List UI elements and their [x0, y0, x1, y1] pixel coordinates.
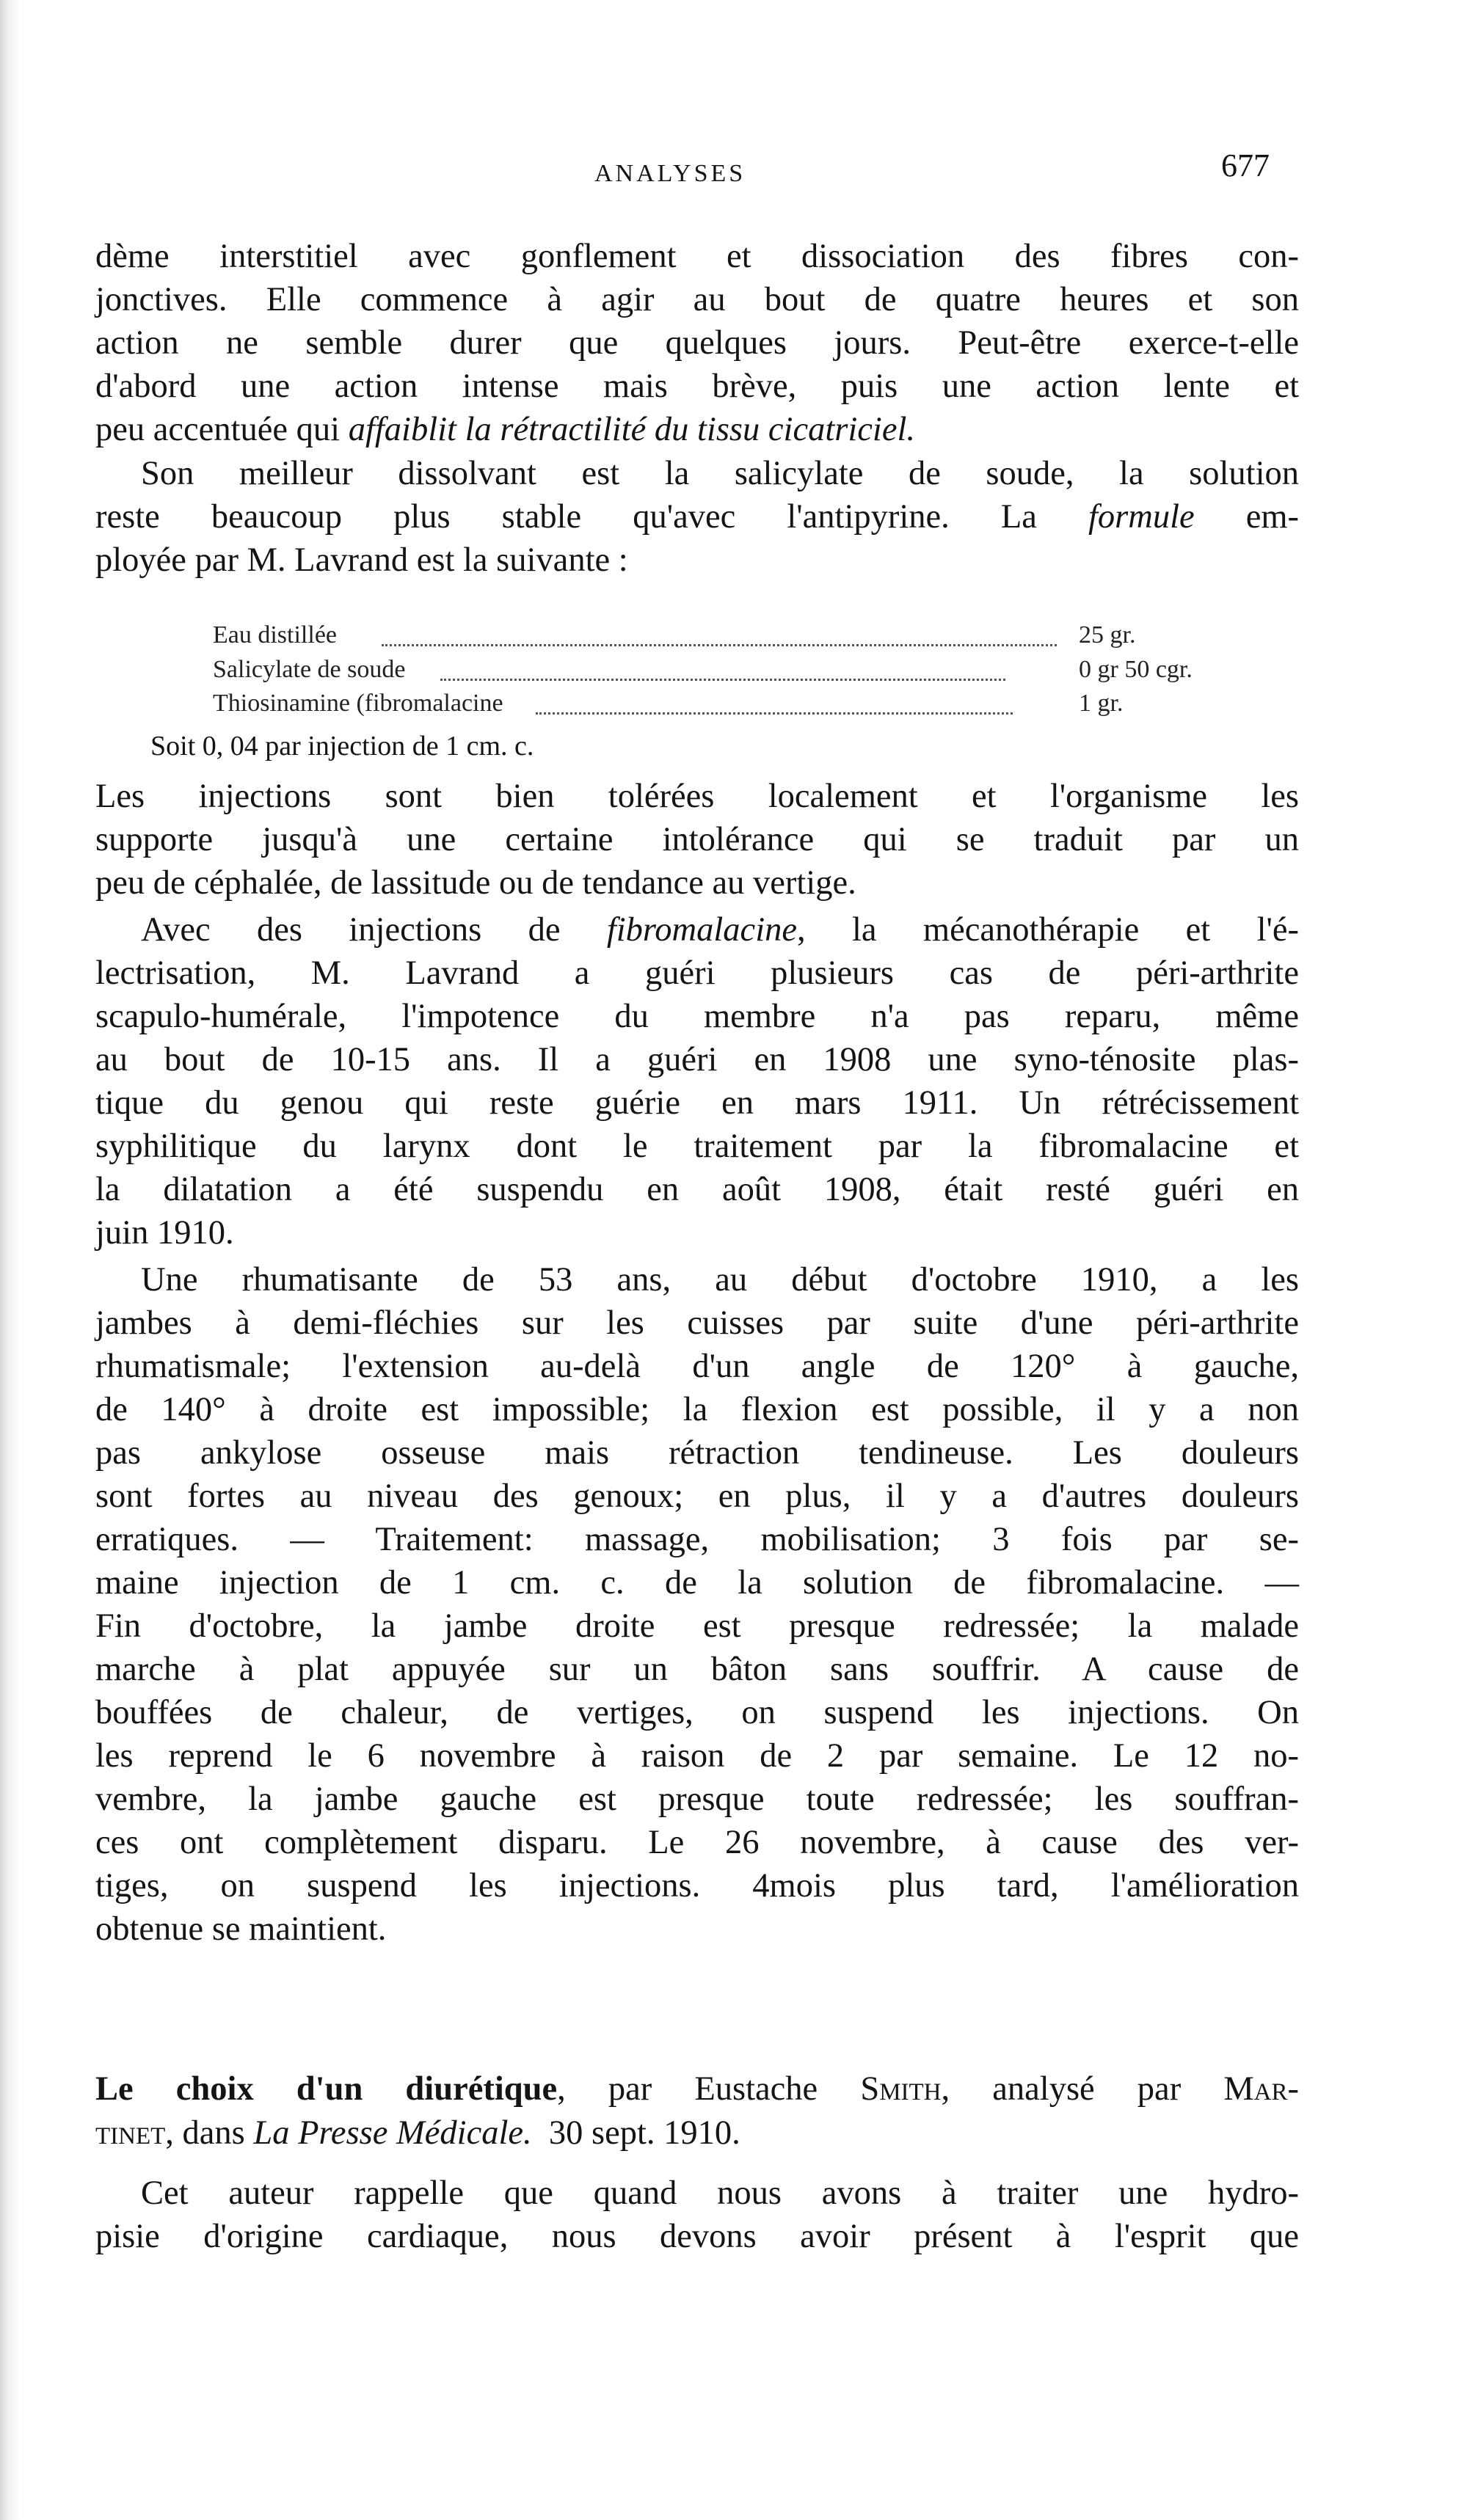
text-span: em- [1194, 498, 1300, 536]
text-line: maine injection de 1 cm. c. de la solution de fibromalacine. — [95, 1564, 1299, 1602]
text-line: jonctives. Elle commence à agir au bout de quatre heures et son [95, 281, 1299, 318]
formula-item-name: Thiosinamine (fibromalacine [213, 690, 503, 717]
dot-leader [440, 679, 1005, 681]
formula-item-quantity: 25 gr. [1079, 621, 1136, 649]
article-heading-continued [95, 2113, 1299, 2154]
text-line: Cet auteur rappelle que quand nous avons à traiter une hydro- [141, 2174, 1299, 2212]
text-span: peu accentuée qui [95, 411, 349, 448]
italic-text: fibromalacine [606, 911, 797, 949]
text-line: ployée par M. Lavrand est la suivante : [95, 541, 628, 579]
italic-text: affaiblit la rétractilité du tissu cicatriciel. [348, 411, 916, 448]
text-line: dème interstitiel avec gonflement et dissociation des fibres con- [95, 238, 1299, 275]
text-line: action ne semble durer que quelques jours. Peut-être exerce-t-elle [95, 324, 1299, 362]
dot-leader [536, 712, 1013, 715]
article-analyst-continued: tinet [95, 2114, 166, 2152]
formula-item-name: Salicylate de soude [213, 656, 406, 683]
text-line: tiges, on suspend les injections. 4mois plus tard, l'amélioration [95, 1867, 1299, 1904]
text-span [532, 2114, 549, 2152]
text-line: pas ankylose osseuse mais rétraction tendineuse. Les douleurs [95, 1434, 1299, 1472]
text-line: les reprend le 6 novembre à raison de 2 par semaine. Le 12 no- [95, 1737, 1299, 1775]
text-line: rhumatismale; l'extension au-delà d'un angle de 120° à gauche, [95, 1348, 1299, 1385]
page-edge-shadow [0, 0, 21, 2520]
text-line: bouffées de chaleur, de vertiges, on suspend les injections. On [95, 1694, 1299, 1731]
text-line: obtenue se maintient. [95, 1910, 387, 1948]
text-line: peu de céphalée, de lassitude ou de tendance au vertige. [95, 864, 856, 902]
text-line: marche à plat appuyée sur un bâton sans souffrir. A cause de [95, 1651, 1299, 1688]
article-date: 30 sept. 1910. [548, 2114, 740, 2152]
text-line [95, 409, 1299, 450]
italic-text: formule [1088, 498, 1195, 536]
text-line: la dilatation a été suspendu en août 1908, était resté guéri en [95, 1171, 1299, 1208]
text-span: reste beaucoup plus stable qu'avec l'antipyrine. La [95, 498, 1088, 536]
text-line: lectrisation, M. Lavrand a guéri plusieurs cas de péri-arthrite [95, 954, 1299, 992]
text-line: Les injections sont bien tolérées localement et l'organisme les [95, 778, 1299, 815]
text-span: , analysé par [941, 2070, 1224, 2108]
formula-item-quantity: 1 gr. [1079, 690, 1124, 717]
running-title: ANALYSES [594, 160, 746, 187]
text-line: scapulo-humérale, l'impotence du membre n'a pas reparu, même [95, 998, 1299, 1035]
journal-name: La Presse Médicale. [253, 2114, 532, 2152]
text-line [95, 497, 1299, 538]
page-number: 677 [1221, 147, 1270, 183]
article-heading [95, 2069, 1299, 2110]
formula-item-name: Eau distillée [213, 621, 338, 649]
formula-item-quantity: 0 gr 50 cgr. [1079, 656, 1193, 683]
article-title: Le choix d'un diurétique [95, 2070, 558, 2108]
text-line: tique du genou qui reste guérie en mars 1911. Un rétrécissement [95, 1084, 1299, 1122]
text-line: supporte jusqu'à une certaine intolérance qui se traduit par un [95, 821, 1299, 858]
text-line: Fin d'octobre, la jambe droite est presque redressée; la malade [95, 1607, 1299, 1645]
text-line: Une rhumatisante de 53 ans, au début d'octobre 1910, a les [141, 1261, 1299, 1299]
text-line: au bout de 10-15 ans. Il a guéri en 1908 une syno-ténosite plas- [95, 1041, 1299, 1078]
text-line: ces ont complètement disparu. Le 26 novembre, à cause des ver- [95, 1824, 1299, 1861]
text-line: juin 1910. [95, 1214, 234, 1252]
text-line [141, 910, 1299, 951]
text-line: Son meilleur dissolvant est la salicylate de soude, la solution [141, 455, 1299, 492]
text-line: sont fortes au niveau des genoux; en plus, il y a d'autres douleurs [95, 1478, 1299, 1515]
text-line: de 140° à droite est impossible; la flexion est possible, il y a non [95, 1391, 1299, 1428]
article-analyst: Mar- [1223, 2070, 1299, 2108]
text-line: erratiques. — Traitement: massage, mobilisation; 3 fois par se- [95, 1521, 1299, 1558]
formula-note: Soit 0, 04 par injection de 1 cm. c. [150, 731, 534, 762]
text-span: , par Eustache [557, 2070, 861, 2108]
text-line: jambes à demi-fléchies sur les cuisses par suite d'une péri-arthrite [95, 1304, 1299, 1342]
text-span: , dans [165, 2114, 254, 2152]
text-line: pisie d'origine cardiaque, nous devons avoir présent à l'esprit que [95, 2218, 1299, 2255]
article-author: Smith [860, 2070, 942, 2108]
dot-leader [382, 644, 1057, 646]
text-span: Avec des injections de [141, 911, 607, 949]
text-span: , la mécanothérapie et l'é- [797, 911, 1299, 949]
text-line: vembre, la jambe gauche est presque toute redressée; les souffran- [95, 1781, 1299, 1818]
text-line: d'abord une action intense mais brève, puis une action lente et [95, 368, 1299, 405]
text-line: syphilitique du larynx dont le traitement par la fibromalacine et [95, 1128, 1299, 1165]
